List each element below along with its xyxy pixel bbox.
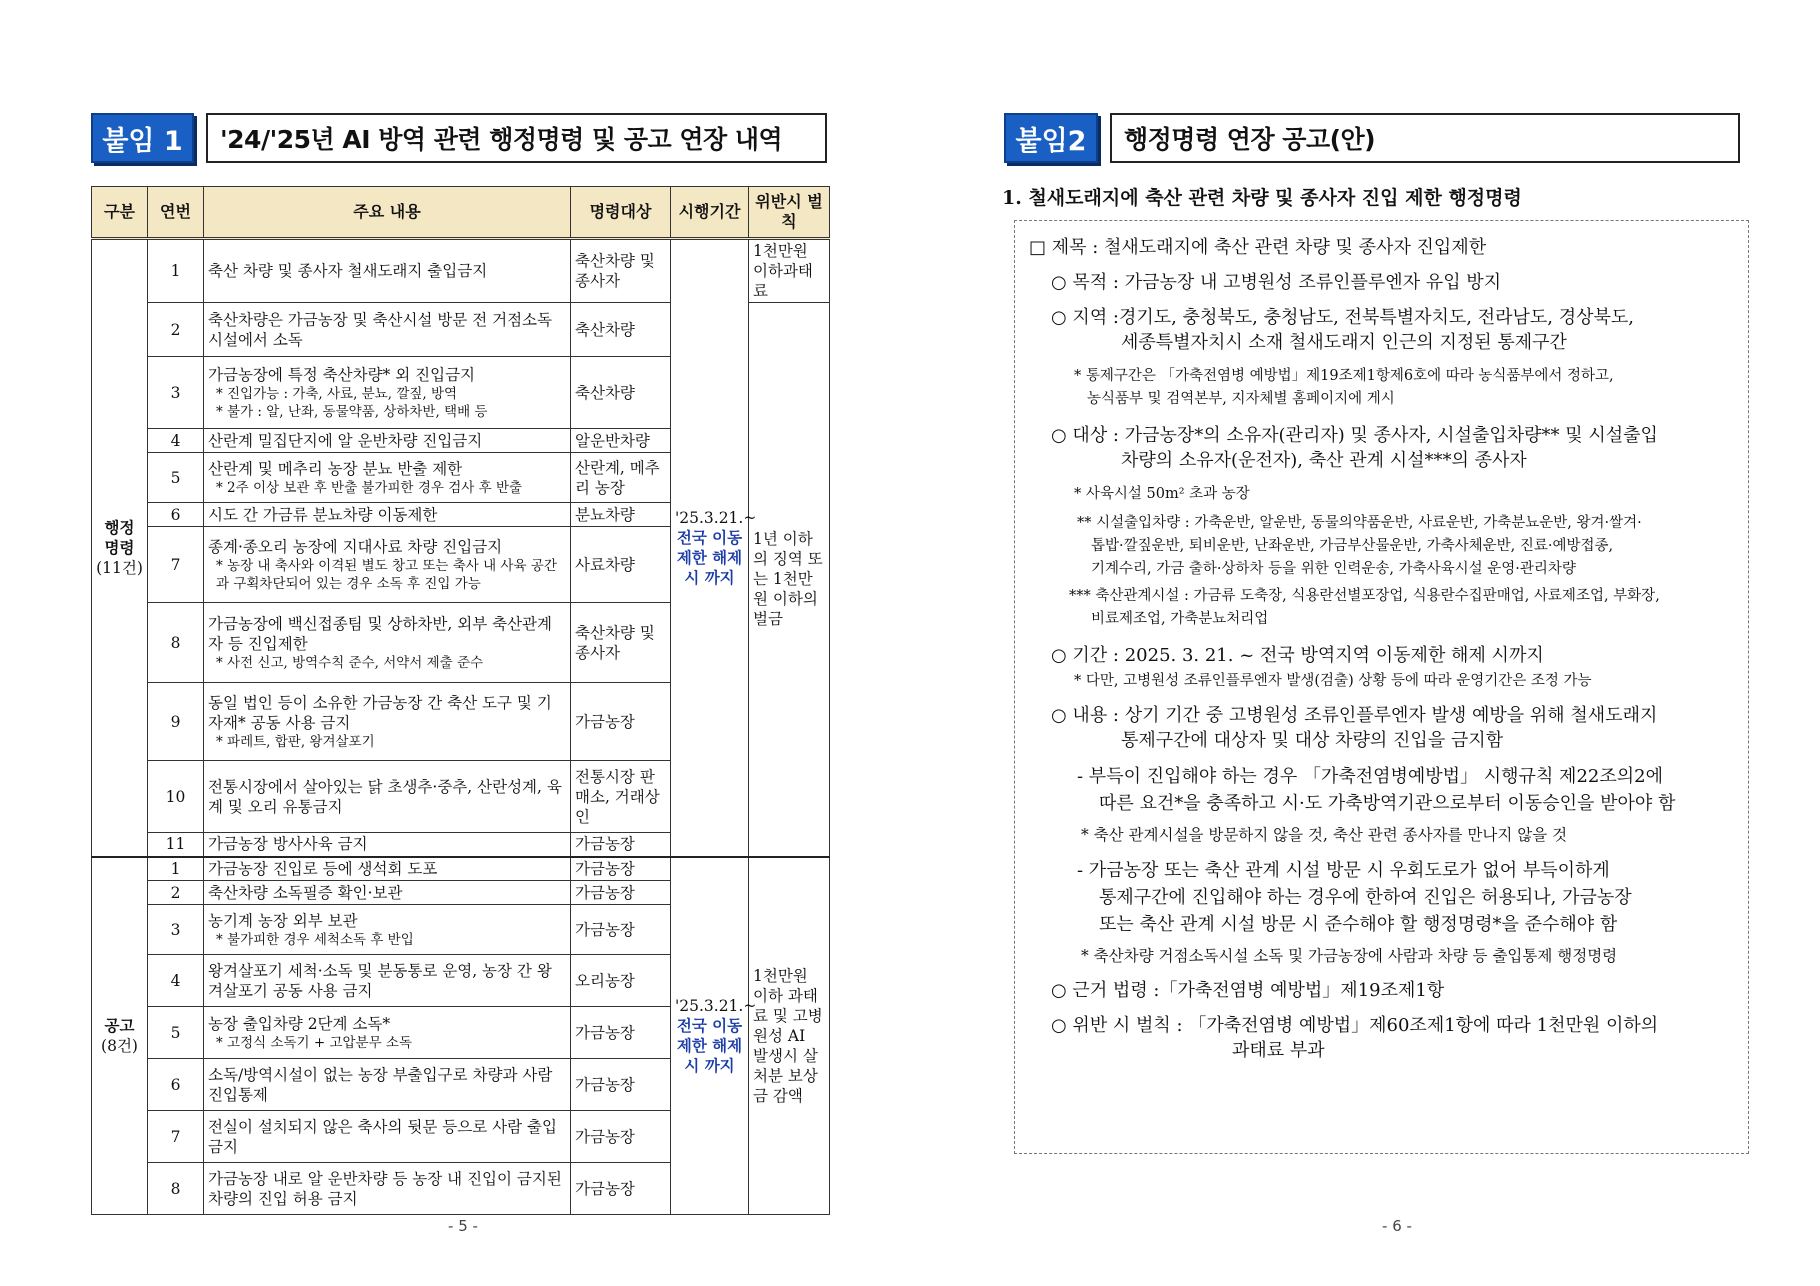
row-content-note: * 파레트, 합판, 왕겨살포기 — [216, 733, 375, 750]
row-target: 축산차량 — [571, 303, 671, 357]
table-row — [92, 857, 830, 881]
row-target: 가금농장 — [571, 833, 671, 857]
content-line: ○ 내용 : 상기 기간 중 고병원성 조류인플루엔자 발생 예방을 위해 철새도래지 — [1051, 705, 1658, 726]
row-target: 알운반차량 — [571, 429, 671, 453]
exception-note-1: * 축산 관계시설을 방문하지 않을 것, 축산 관련 종사자를 만나지 않을 것 — [1081, 826, 1568, 844]
row-content — [204, 1007, 571, 1059]
row-number: 11 — [148, 833, 204, 857]
right-page — [910, 0, 1820, 1286]
row-number: 6 — [148, 503, 204, 527]
row-target: 가금농장 — [571, 857, 671, 881]
group-count: (8건) — [101, 1036, 138, 1055]
row-content-note: * 불가 : 알, 난좌, 동물약품, 상하차반, 택배 등 — [216, 403, 488, 420]
row-content-note: * 불가피한 경우 세척소독 후 반입 — [216, 931, 414, 948]
left-title-row — [91, 113, 827, 163]
region-note: * 통제구간은 「가축전염병 예방법」제19조제1항제6호에 따라 농식품부에서 정하고, — [1074, 368, 1614, 384]
right-title-row — [1004, 113, 1740, 163]
region-line: ○ 지역 :경기도, 충청북도, 충청남도, 전북특별자치도, 전라남도, 경상북도, — [1051, 307, 1635, 328]
group-name: 행정 명령 — [104, 517, 135, 557]
period-line: ○ 기간 : 2025. 3. 21. ~ 전국 방역지역 이동제한 해제 시까지 — [1051, 645, 1544, 666]
row-number: 3 — [148, 357, 204, 429]
row-content — [204, 503, 571, 527]
period-text: 전국 이동제한 해제시 까지 — [676, 527, 743, 587]
group-label-cell — [92, 857, 148, 1215]
row-content — [204, 603, 571, 683]
exception-item-2: - 가금농장 또는 축산 관계 시설 방문 시 우회도로가 없어 부득이하게 통제구간에 진입해야 하는 경우에 한하여 진입은 허용되나, 가금농장 또는 축산 관계 시설 방문 시 준수해야 할 행정명령*을 준수해야 함 — [1077, 860, 1632, 935]
row-number: 1 — [148, 239, 204, 303]
group-admin-orders — [92, 239, 830, 857]
purpose-line: ○ 목적 : 가금농장 내 고병원성 조류인플루엔자 유입 방지 — [1051, 272, 1502, 293]
row-number: 2 — [148, 303, 204, 357]
row-target: 가금농장 — [571, 1007, 671, 1059]
row-content — [204, 857, 571, 881]
row-content — [204, 1111, 571, 1163]
row-target: 가금농장 — [571, 881, 671, 905]
row-content-main: 산란계 및 메추리 농장 분뇨 반출 제한 — [208, 459, 463, 478]
subject-line: □ 제목 : 철새도래지에 축산 관련 차량 및 종사자 진입제한 — [1029, 237, 1487, 258]
penalty-line-cont: 과태료 부과 — [1232, 1040, 1325, 1061]
row-content-note: * 고정식 소독기 + 고압분무 소독 — [216, 1034, 413, 1051]
row-number: 8 — [148, 1163, 204, 1215]
row-content — [204, 453, 571, 503]
row-content-main: 종계·종오리 농장에 지대사료 차량 진입금지 — [208, 537, 503, 556]
header-content: 주요 내용 — [204, 187, 571, 239]
region-line-cont: 세종특별자치시 소재 철새도래지 인근의 지정된 통제구간 — [1121, 332, 1567, 353]
row-number: 4 — [148, 955, 204, 1007]
row-content — [204, 303, 571, 357]
target-line: ○ 대상 : 가금농장*의 소유자(관리자) 및 종사자, 시설출입차량** 및 시설출입 — [1051, 425, 1658, 446]
row-target: 가금농장 — [571, 1163, 671, 1215]
penalty-cell: 1천만원 이하 과태료 및 고병원성 AI 발생시 살처분 보상금 감액 — [749, 857, 830, 1215]
exception-item-1: - 부득이 진입해야 하는 경우 「가축전염병예방법」 시행규칙 제22조의2에 따른 요건*을 충족하고 시·도 가축방역기관으로부터 이동승인을 받아야 함 — [1077, 766, 1676, 814]
row-content — [204, 683, 571, 761]
target-line-cont: 차량의 소유자(운전자), 축산 관계 시설***의 종사자 — [1121, 450, 1527, 471]
row-number: 3 — [148, 905, 204, 955]
row-content-main: 농장 출입차량 2단계 소독* — [208, 1014, 391, 1033]
row-content-main: 축산 차량 및 종사자 철새도래지 출입금지 — [208, 262, 488, 280]
row-target: 가금농장 — [571, 683, 671, 761]
row-content — [204, 833, 571, 857]
group-name: 공고 — [104, 1015, 135, 1035]
row-number: 8 — [148, 603, 204, 683]
penalty-line: ○ 위반 시 벌칙 : 「가축전염병 예방법」제60조제1항에 따라 1천만원 이하의 — [1051, 1015, 1659, 1036]
row-target: 가금농장 — [571, 905, 671, 955]
page-title: 행정명령 연장 공고(안) — [1110, 113, 1740, 163]
row-number: 5 — [148, 453, 204, 503]
section-heading: 1. 철새도래지에 축산 관련 차량 및 종사자 진입 제한 행정명령 — [1002, 187, 1522, 209]
row-content-main: 가금농장에 특정 축산차량* 외 진입금지 — [208, 365, 476, 384]
row-content — [204, 881, 571, 905]
row-target: 축산차량 및 종사자 — [571, 603, 671, 683]
row-content-main: 전통시장에서 살아있는 닭 초생추·중추, 산란성계, 육계 및 오리 유통금지 — [208, 777, 562, 816]
row-content — [204, 357, 571, 429]
row-target: 오리농장 — [571, 955, 671, 1007]
period-cell — [671, 857, 757, 1215]
row-content-main: 동일 법인 등이 소유한 가금농장 간 축산 도구 및 기자재* 공동 사용 금지 — [208, 693, 552, 732]
target-note-1: * 사육시설 50m² 초과 농장 — [1074, 486, 1250, 502]
row-number: 1 — [148, 857, 204, 881]
row-number: 5 — [148, 1007, 204, 1059]
row-content-main: 가금농장 내로 알 운반차량 등 농장 내 진입이 금지된 차량의 진입 허용 금지 — [208, 1169, 562, 1208]
header-gubun: 구분 — [92, 187, 148, 239]
row-content-note: * 진입가능 : 가축, 사료, 분뇨, 깔짚, 방역 — [216, 385, 458, 402]
row-number: 2 — [148, 881, 204, 905]
row-number: 4 — [148, 429, 204, 453]
penalty-cell: 1년 이하의 징역 또는 1천만원 이하의 벌금 — [749, 303, 830, 857]
law-line: ○ 근거 법령 :「가축전염병 예방법」제19조제1항 — [1051, 980, 1445, 1001]
exception-note-2: * 축산차량 거점소독시설 소독 및 가금농장에 사람과 차량 등 출입통제 행정명령 — [1081, 947, 1618, 965]
row-number: 6 — [148, 1059, 204, 1111]
row-number: 7 — [148, 527, 204, 603]
row-target: 가금농장 — [571, 1059, 671, 1111]
row-content-main: 산란계 밀집단지에 알 운반차량 진입금지 — [208, 431, 483, 450]
header-period: 시행기간 — [671, 187, 749, 239]
row-target: 사료차량 — [571, 527, 671, 603]
header-no: 연번 — [148, 187, 204, 239]
row-number: 7 — [148, 1111, 204, 1163]
row-content-main: 소독/방역시설이 없는 농장 부출입구로 차량과 사람 진입통제 — [208, 1065, 553, 1104]
region-note-cont: 농식품부 및 검역본부, 지자체별 홈페이지에 게시 — [1087, 391, 1395, 407]
row-content — [204, 761, 571, 833]
period-cell — [671, 239, 757, 857]
row-content-main: 가금농장에 백신접종팀 및 상하차반, 외부 축산관계자 등 진입제한 — [208, 614, 552, 653]
row-target: 분뇨차량 — [571, 503, 671, 527]
row-content-main: 축산차량은 가금농장 및 축산시설 방문 전 거점소독시설에서 소독 — [208, 310, 552, 349]
row-number: 9 — [148, 683, 204, 761]
row-content — [204, 955, 571, 1007]
page-title: '24/'25년 AI 방역 관련 행정명령 및 공고 연장 내역 — [206, 113, 827, 163]
group-count: (11건) — [96, 558, 143, 577]
row-target: 축산차량 및 종사자 — [571, 239, 671, 303]
target-note-2: ** 시설출입차량 : 가축운반, 알운반, 동물의약품운반, 사료운반, 가축분뇨운반, 왕겨·쌀겨· 톱밥·깔짚운반, 퇴비운반, 난좌운반, 가금부산물운반, 가축사체운반, 진료·예방접종, 기계수리, 가금 출하·상하차 등을 위한 인력운송, 가축사육시설 운영·관리차량 — [1077, 515, 1642, 577]
notice-box — [1014, 220, 1749, 1154]
period-note: * 다만, 고병원성 조류인플루엔자 발생(검출) 상황 등에 따라 운영기간은 조정 가능 — [1074, 673, 1592, 689]
period-date: '25.3.21.~ — [675, 508, 757, 527]
row-target: 산란계, 메추리 농장 — [571, 453, 671, 503]
row-number: 10 — [148, 761, 204, 833]
table-row — [92, 239, 830, 303]
group-label-cell — [92, 239, 148, 857]
row-target: 가금농장 — [571, 1111, 671, 1163]
row-target: 축산차량 — [571, 357, 671, 429]
period-text: 전국 이동제한 해제시 까지 — [676, 1015, 743, 1075]
row-content — [204, 239, 571, 303]
content-line-cont: 통제구간에 대상자 및 대상 차량의 진입을 금지함 — [1121, 730, 1504, 751]
row-content-main: 가금농장 방사사육 금지 — [208, 835, 368, 854]
attachment-tag: 붙임 1 — [91, 113, 194, 163]
row-content-main: 가금농장 진입로 등에 생석회 도포 — [208, 859, 438, 878]
page-number: - 5 - — [448, 1217, 478, 1235]
row-content-note: * 사전 신고, 방역수칙 준수, 서약서 제출 준수 — [216, 654, 484, 671]
row-content-main: 시도 간 가금류 분뇨차량 이동제한 — [208, 505, 438, 524]
row-content-note: * 농장 내 축사와 이격된 별도 창고 또는 축사 내 사육 공간과 구획차단되어 있는 경우 소독 후 진입 가능 — [216, 557, 557, 592]
row-content — [204, 905, 571, 955]
header-penalty: 위반시 벌칙 — [749, 187, 830, 239]
attachment-tag: 붙임2 — [1004, 113, 1098, 163]
row-content-note: * 2주 이상 보관 후 반출 불가피한 경우 검사 후 반출 — [216, 479, 523, 496]
header-target: 명령대상 — [571, 187, 671, 239]
row-content — [204, 1163, 571, 1215]
row-content — [204, 429, 571, 453]
page-number: - 6 - — [1382, 1217, 1412, 1235]
row-content — [204, 1059, 571, 1111]
group-notices — [92, 857, 830, 1215]
row-content — [204, 527, 571, 603]
row-content-main: 왕겨살포기 세척·소독 및 분동통로 운영, 농장 간 왕겨살포기 공동 사용 금지 — [208, 961, 552, 1000]
target-note-3: *** 축산관계시설 : 가금류 도축장, 식용란선별포장업, 식용란수집판매업, 사료제조업, 부화장, 비료제조업, 가축분뇨처리업 — [1069, 588, 1660, 627]
row-content-main: 전실이 설치되지 않은 축사의 뒷문 등으로 사람 출입 금지 — [208, 1117, 557, 1156]
row-content-main: 축산차량 소독필증 확인·보관 — [208, 883, 403, 902]
row-content-main: 농기계 농장 외부 보관 — [208, 911, 358, 930]
row-target: 전통시장 판매소, 거래상인 — [571, 761, 671, 833]
period-date: '25.3.21.~ — [675, 996, 757, 1015]
order-table — [91, 186, 830, 1215]
penalty-cell: 1천만원 이하과태료 — [749, 239, 830, 303]
